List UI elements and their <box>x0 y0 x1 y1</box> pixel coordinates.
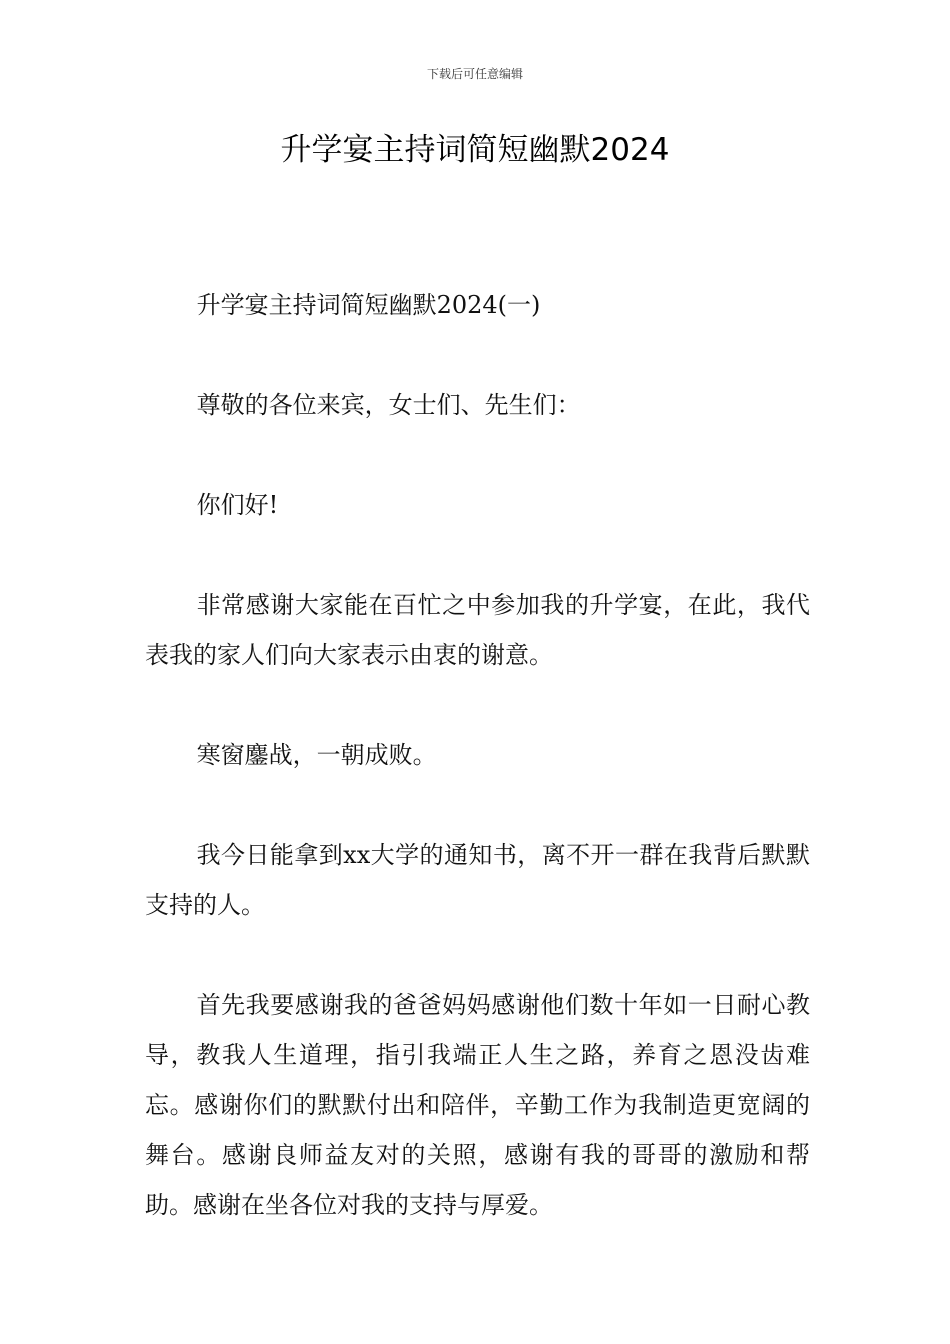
paragraph-subtitle: 升学宴主持词简短幽默2024(一) <box>196 291 541 319</box>
paragraph-greeting: 尊敬的各位来宾，女士们、先生们： <box>196 391 581 419</box>
document-title: 升学宴主持词简短幽默2024 <box>280 132 670 168</box>
document-body <box>145 280 810 1280</box>
paragraph-thanks: 非常感谢大家能在百忙之中参加我的升学宴，在此，我代表我的家人们向大家表示由衷的谢意。 <box>145 591 810 669</box>
paragraph-gratitude: 首先我要感谢我的爸爸妈妈感谢他们数十年如一日耐心教导，教我人生道理，指引我端正人生之路，养育之恩没齿难忘。感谢你们的默默付出和陪伴，辛勤工作为我制造更宽阔的舞台。感谢良师益友对的关照，感谢有我的哥哥的激励和帮助。感谢在坐各位对我的支持与厚爱。 <box>145 991 810 1219</box>
paragraph-hard-study: 寒窗鏖战，一朝成败。 <box>196 741 437 769</box>
paragraph-admission: 我今日能拿到xx大学的通知书，离不开一群在我背后默默支持的人。 <box>145 841 810 919</box>
header-note: 下载后可任意编辑 <box>426 67 523 81</box>
paragraph-hello: 你们好! <box>196 491 279 519</box>
